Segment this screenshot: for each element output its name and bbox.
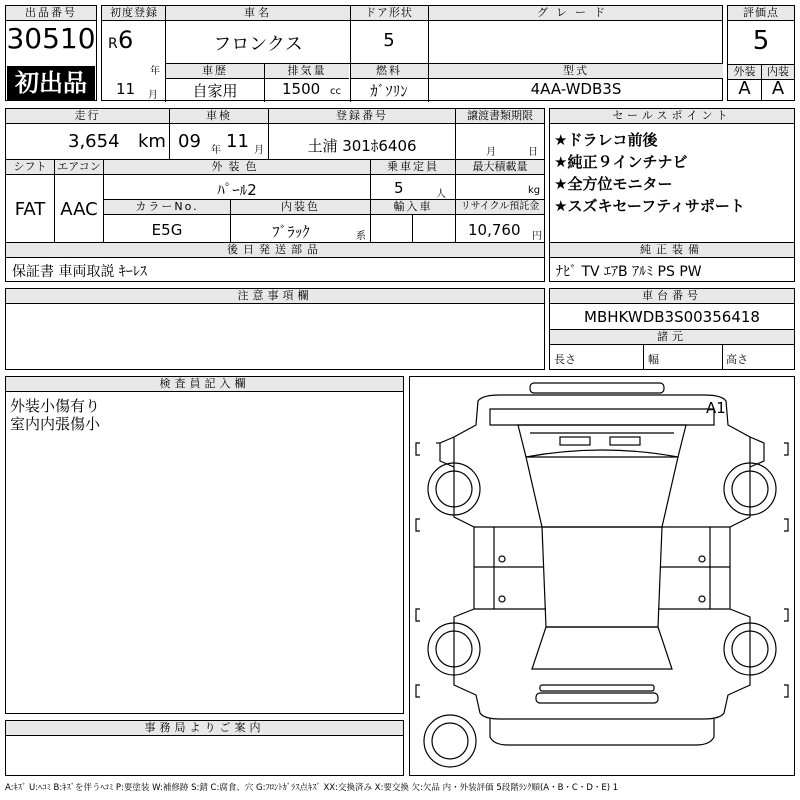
recycle-label: リサイクル預託金 — [456, 200, 544, 215]
inspection-year-unit: 年 — [211, 145, 221, 156]
sales-point-block — [549, 108, 795, 282]
first-reg-month: 11 — [116, 80, 136, 98]
mileage-value: 3,654 — [68, 131, 120, 152]
displacement-label: 排気量 — [265, 64, 349, 79]
shift-value: FAT — [14, 199, 46, 220]
chassis-value: MBHKWDB3S00356418 — [584, 308, 760, 326]
max-load-unit: kg — [528, 185, 541, 196]
sales-point-label: セールスポイント — [550, 109, 794, 124]
sales-point-item: ★ドラレコ前後 — [554, 131, 658, 149]
sales-point-item: ★スズキセーフティサポート — [554, 197, 745, 215]
ext-score-label: 外装 — [728, 65, 761, 80]
recycle-value: 10,760 — [468, 221, 521, 239]
transfer-day-unit: 日 — [528, 147, 538, 158]
lot-number: 30510 — [6, 22, 96, 55]
dims-length: 長さ — [554, 353, 576, 366]
shift-label: シフト — [6, 160, 54, 175]
score-label: 評価点 — [728, 6, 794, 21]
ext-color-value: ﾊﾟｰﾙ2 — [217, 181, 257, 199]
doors-label: ドア形状 — [350, 6, 428, 21]
score-block — [727, 5, 795, 101]
int-color-suffix: 系 — [356, 231, 366, 242]
car-name-label: 車名 — [166, 6, 350, 21]
import-label: 輸入車 — [371, 200, 455, 215]
equipment-label: 純正装備 — [550, 243, 794, 258]
chassis-block — [549, 288, 795, 370]
color-no-value: E5G — [151, 221, 183, 239]
capacity-unit: 人 — [436, 189, 446, 200]
dims-label: 諸元 — [550, 330, 794, 345]
office-label: 事務局よりご案内 — [6, 721, 403, 736]
fuel-label: 燃料 — [350, 64, 428, 79]
model-label: 型式 — [429, 64, 723, 79]
later-parts-label: 後日発送部品 — [6, 243, 544, 258]
max-load-label: 最大積載量 — [456, 160, 544, 175]
ext-color-label: 外装色 — [104, 160, 370, 175]
first-listing-badge: 初出品 — [7, 66, 95, 100]
int-color-value: ﾌﾞﾗｯｸ — [272, 223, 310, 241]
inspection-month-unit: 月 — [254, 145, 264, 156]
spec-block — [5, 108, 545, 282]
lot-block — [5, 5, 97, 101]
recycle-unit: 円 — [532, 231, 542, 242]
ext-score-value: A — [738, 78, 751, 99]
score-value: 5 — [752, 26, 770, 56]
transfer-month-unit: 月 — [486, 147, 496, 158]
inspection-label: 車検 — [170, 109, 268, 124]
doors-value: 5 — [383, 30, 395, 51]
car-diagram — [409, 376, 795, 776]
mileage-label: 走行 — [6, 109, 169, 124]
displacement-unit: cc — [330, 86, 341, 97]
aircon-label: エアコン — [55, 160, 103, 175]
first-reg-year-unit: 年 — [150, 66, 160, 77]
first-reg-month-unit: 月 — [148, 90, 158, 101]
first-reg-year: 6 — [118, 26, 134, 54]
chassis-label: 車台番号 — [550, 289, 794, 304]
sales-point-item: ★純正９インチナビ — [554, 153, 688, 171]
capacity-value: 5 — [394, 179, 404, 197]
first-reg-label: 初度登録 — [102, 6, 166, 21]
equipment-value: ﾅﾋﾞ TV ｴｱB ｱﾙﾐ PS PW — [556, 264, 702, 280]
car-name-value: フロンクス — [213, 34, 303, 55]
notes-block — [5, 288, 545, 370]
inspector-line: 外装小傷有り — [10, 397, 101, 415]
color-no-label: カラーNo. — [104, 200, 230, 215]
int-score-label: 内装 — [762, 65, 794, 80]
inspector-label: 検査員記入欄 — [6, 377, 403, 392]
office-block — [5, 720, 404, 776]
history-value: 自家用 — [192, 82, 238, 100]
car-outline-icon — [410, 377, 794, 775]
grade-label: グレード — [428, 6, 722, 21]
int-score-value: A — [771, 78, 785, 99]
later-parts-value: 保証書 車両取説 ｷｰﾚｽ — [12, 264, 147, 280]
fuel-value: ｶﾞｿﾘﾝ — [370, 82, 408, 100]
inspector-block — [5, 376, 404, 714]
history-label: 車歴 — [166, 64, 264, 79]
inspection-year: 09 — [178, 131, 201, 152]
notes-label: 注意事項欄 — [6, 289, 544, 304]
diagram-mark: A1 — [706, 399, 726, 417]
inspection-month: 11 — [226, 131, 249, 152]
first-reg-era: R — [108, 36, 118, 52]
dims-height: 高さ — [726, 353, 748, 366]
model-value: 4AA-WDB3S — [530, 80, 622, 98]
inspector-line: 室内内張傷小 — [10, 415, 101, 433]
aircon-value: AAC — [60, 199, 98, 220]
top-block — [101, 5, 723, 101]
plate-label: 登録番号 — [269, 109, 455, 124]
lot-label: 出品番号 — [6, 6, 96, 21]
plate-value: 土浦 301ﾎ6406 — [307, 137, 417, 155]
mileage-unit: km — [138, 131, 166, 152]
int-color-label: 内装色 — [231, 200, 370, 215]
transfer-label: 譲渡書類期限 — [456, 109, 544, 124]
displacement-value: 1500 — [282, 80, 321, 98]
dims-width: 幅 — [648, 353, 659, 366]
capacity-label: 乗車定員 — [371, 160, 455, 175]
legend-text: A:ｷｽﾞ U:ﾍｺﾐ B:ｷｽﾞを伴うﾍｺﾐ P:要塗装 W:補修跡 S:錆 C:腐食、穴 G:ﾌﾛﾝﾄｶﾞﾗｽ点ｷｽﾞ XX:交換済み X:要交換 欠:欠品 内・外装評価 5段階ﾗﾝｸ順(A・B・C・D・E) 1 — [5, 783, 619, 793]
sales-point-item: ★全方位モニター — [554, 175, 673, 193]
